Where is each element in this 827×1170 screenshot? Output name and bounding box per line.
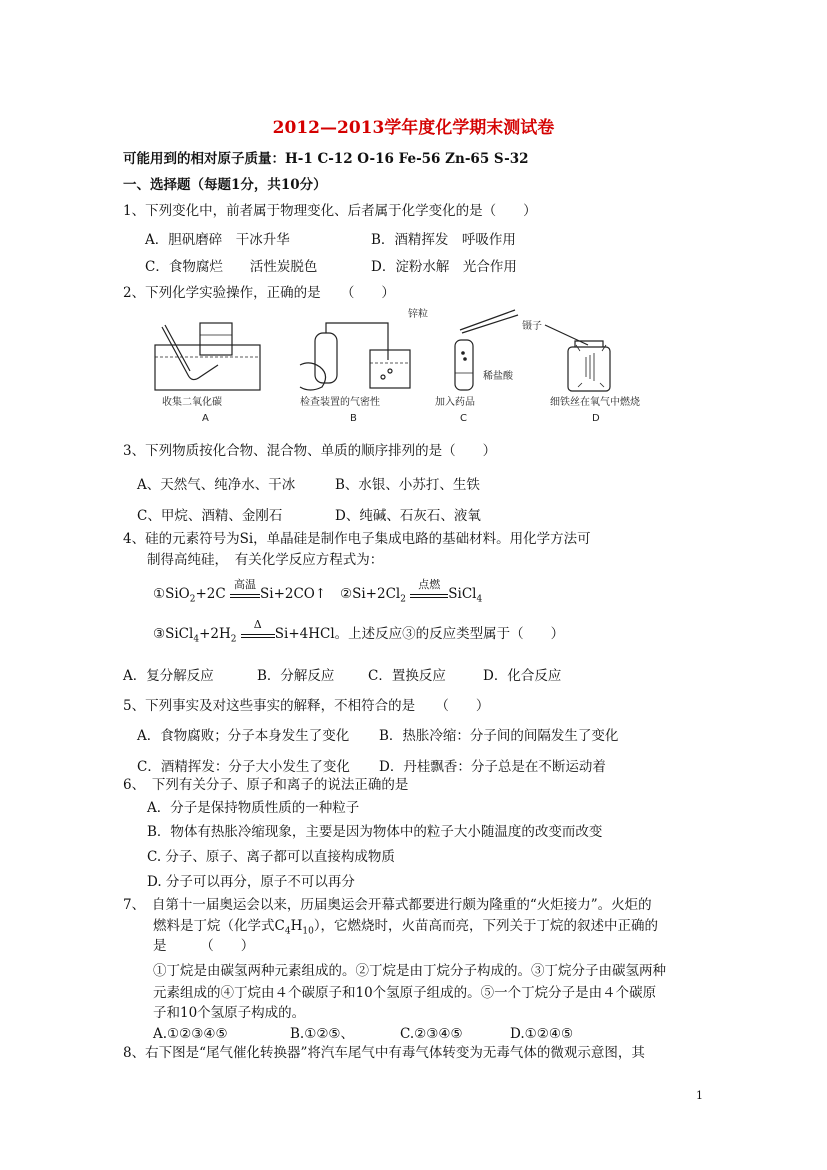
q5-option-b: B．热胀冷缩：分子间的间隔发生了变化: [379, 728, 619, 744]
q3-option-a: A、天然气、纯净水、干冰: [137, 477, 296, 493]
q2-experiment-figure: [150, 305, 670, 425]
q3-option-c: C、甲烷、酒精、金刚石: [137, 508, 283, 524]
q8-stem: 8、右下图是“尾气催化转换器”将汽车尾气中有毒气体转变为无毒气体的微观示意图，其: [123, 1045, 645, 1061]
q7-option-a: A.①②③④⑤: [153, 1026, 228, 1042]
q5-option-c: C．酒精挥发：分子大小发生了变化: [137, 759, 350, 775]
caption-b: 检查装置的气密性: [300, 397, 380, 408]
q7-stem-line1: 7、 自第十一届奥运会以来，历届奥运会开幕式都要进行颇为隆重的“火炬接力”。火炬的: [123, 897, 652, 913]
apparatus-a: [155, 323, 260, 390]
label-d: D: [592, 413, 600, 424]
page-number: 1: [696, 1089, 703, 1102]
q6-option-a: A．分子是保持物质性质的一种粒子: [147, 800, 360, 816]
q4-option-d: D．化合反应: [483, 668, 562, 684]
page-title: 2012—2013学年度化学期末测试卷: [272, 118, 555, 138]
q7-statement-3: 子和10个氢原子构成的。: [153, 1005, 306, 1021]
q3-option-b: B、水银、小苏打、生铁: [335, 477, 480, 493]
q5-option-d: D．丹桂飘香：分子总是在不断运动着: [379, 759, 606, 775]
q1-option-a: A．胆矾磨碎 干冰升华: [145, 232, 290, 248]
q1-option-d: D．淀粉水解 光合作用: [371, 259, 517, 275]
q4-stem-line2: 制得高纯硅， 有关化学反应方程式为：: [147, 552, 384, 568]
q7-option-b: B.①②⑤、: [290, 1026, 355, 1042]
label-b: B: [350, 413, 357, 424]
q4-equation-2: $②Si+2Cl_2$ 点燃 SiCl$_4$: [340, 578, 483, 605]
q6-option-d: D. 分子可以再分，原子不可以再分: [147, 874, 355, 890]
q7-option-d: D.①②④⑤: [510, 1026, 574, 1042]
atomic-masses: 可能用到的相对原子质量：H-1 C-12 O-16 Fe-56 Zn-65 S-32: [123, 151, 529, 167]
q7-statement-1: ①丁烷是由碳氢两种元素组成的。②丁烷是由丁烷分子构成的。③丁烷分子由碳氢两种: [153, 963, 666, 979]
label-c: C: [460, 413, 467, 424]
q7-option-c: C.②③④⑤: [400, 1026, 463, 1042]
q1-stem: 1、下列变化中，前者属于物理变化、后者属于化学变化的是（ ）: [123, 203, 537, 219]
section-heading: 一、选择题（每题1分，共10分）: [123, 177, 327, 193]
q7-stem-line3: 是 （ ）: [153, 938, 255, 954]
label-tweezers: 镊子: [522, 321, 542, 332]
q6-option-c: C. 分子、原子、离子都可以直接构成物质: [147, 849, 395, 865]
q6-option-b: B．物体有热胀冷缩现象，主要是因为物体中的粒子大小随温度的改变而改变: [147, 824, 603, 840]
q4-option-c: C．置换反应: [368, 668, 446, 684]
q4-stem-line1: 4、硅的元素符号为Si，单晶硅是制作电子集成电路的基础材料。用化学方法可: [123, 531, 591, 547]
label-zinc: 锌粒: [408, 309, 428, 320]
q1-option-b: B．酒精挥发 呼吸作用: [371, 232, 516, 248]
label-acid: 稀盐酸: [483, 371, 513, 382]
caption-c: 加入药品: [435, 397, 475, 408]
q5-stem: 5、下列事实及对这些事实的解释，不相符合的是 （ ）: [123, 698, 490, 714]
q7-stem-line2: 燃料是丁烷（化学式$C_4H_{10}$），它燃烧时，火苗高而亮，下列关于丁烷的叙述中正确的: [153, 918, 659, 937]
label-a: A: [202, 413, 209, 424]
apparatus-b: [300, 323, 410, 390]
q4-option-b: B．分解反应: [257, 668, 335, 684]
caption-d: 细铁丝在氧气中燃烧: [550, 397, 640, 408]
q4-equation-3: $③SiCl_4+2H_2$ Δ Si+4HCl。上述反应③的反应类型属于（ ）: [153, 618, 565, 645]
q6-stem: 6、 下列有关分子、原子和离子的说法正确的是: [123, 777, 409, 793]
q7-statement-2: 元素组成的④丁烷由４个碳原子和10个氢原子组成的。⑤一个丁烷分子是由４个碳原: [153, 985, 657, 1001]
q4-option-a: A．复分解反应: [123, 668, 214, 684]
q3-stem: 3、下列物质按化合物、混合物、单质的顺序排列的是（ ）: [123, 443, 497, 459]
q4-equation-1: ①SiO$_2$+2C 高温 Si+2CO↑: [153, 578, 327, 605]
q2-stem: 2、下列化学实验操作，正确的是 （ ）: [123, 285, 395, 301]
caption-a: 收集二氧化碳: [162, 397, 222, 408]
apparatus-d: [545, 325, 610, 391]
q1-option-c: C．食物腐烂 活性炭脱色: [145, 259, 318, 275]
q3-option-d: D、纯碱、石灰石、液氧: [335, 508, 481, 524]
q5-option-a: A．食物腐败；分子本身发生了变化: [137, 728, 350, 744]
